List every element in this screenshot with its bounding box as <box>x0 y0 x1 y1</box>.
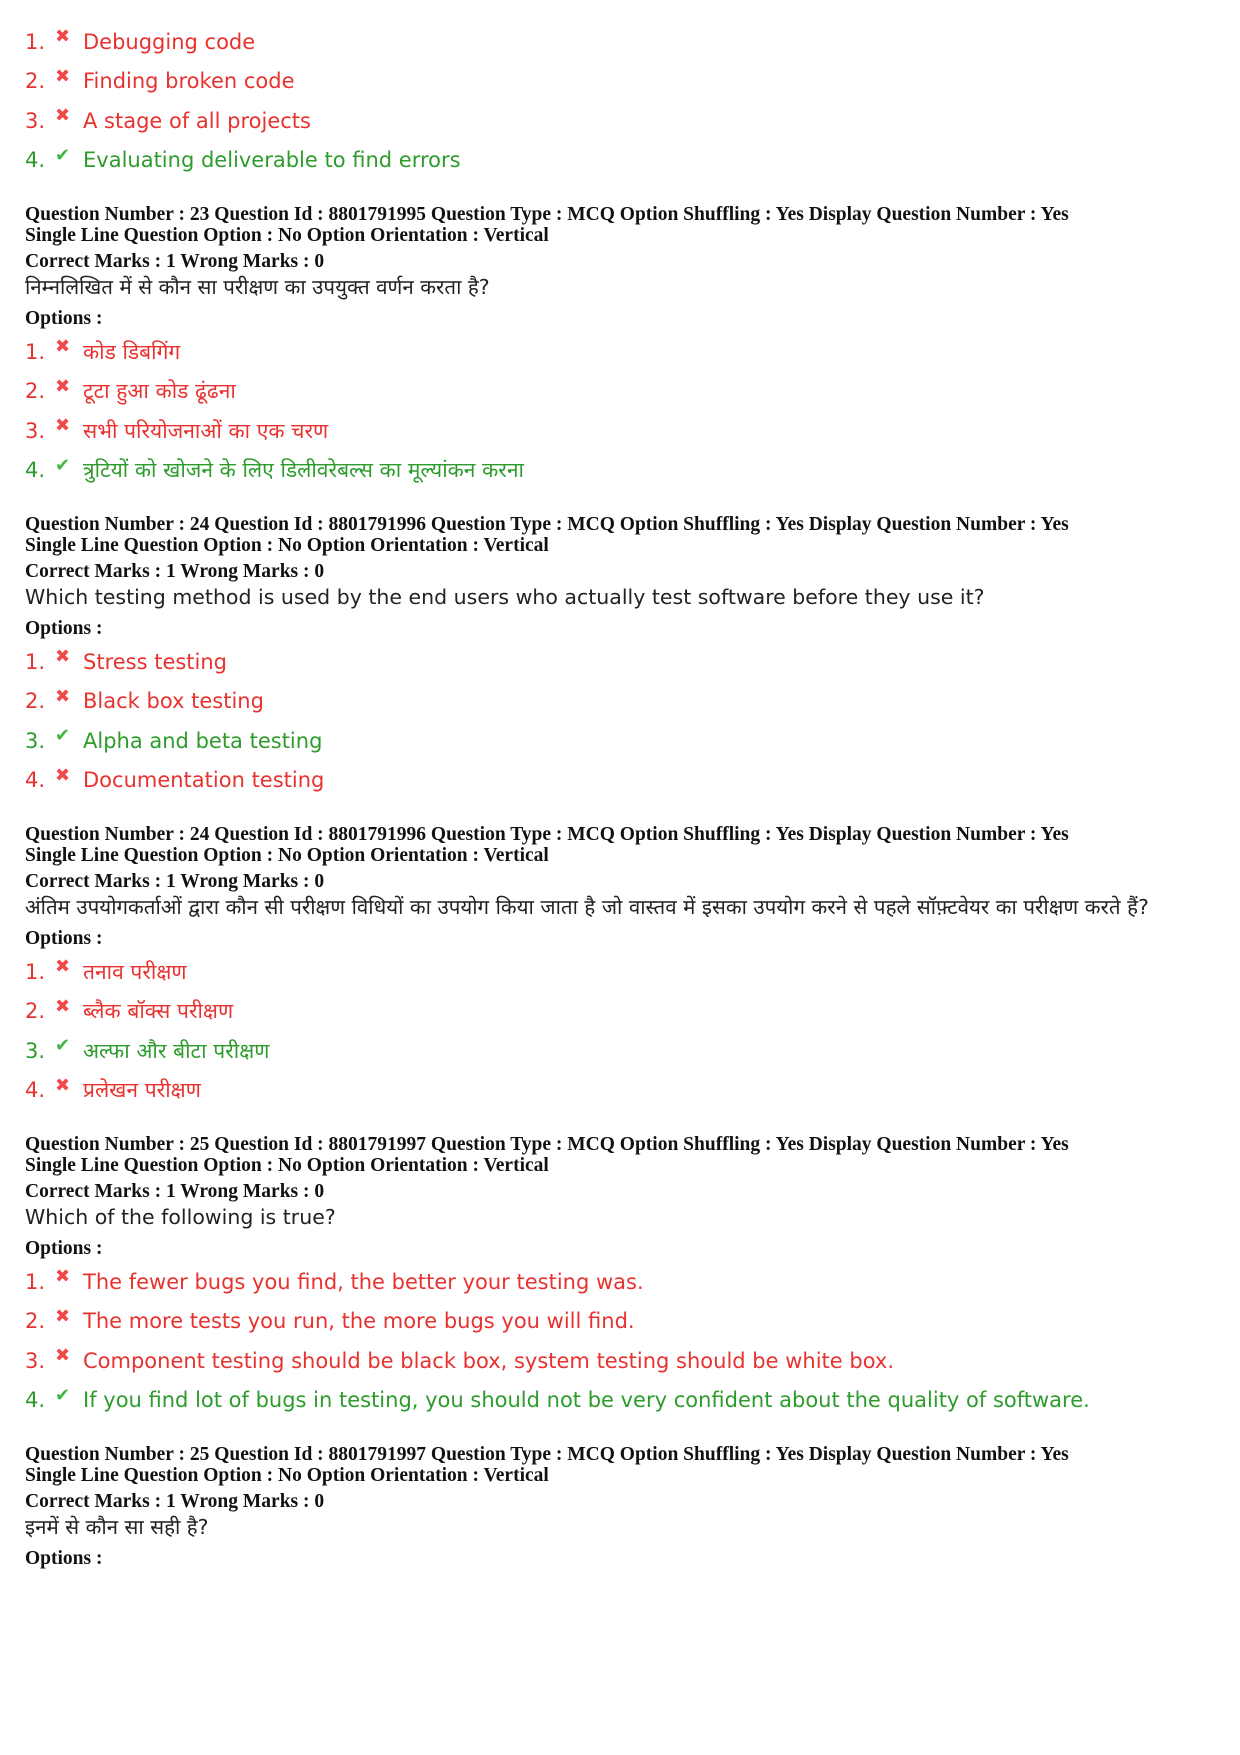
question-block <box>25 1444 1220 1570</box>
question-meta-line2: Single Line Question Option : No Option Orientation : Vertical <box>25 845 549 866</box>
question-block <box>25 1134 1220 1420</box>
option-number: 2. <box>25 1309 46 1334</box>
cross-icon: ✖ <box>55 65 71 87</box>
option-item <box>25 141 1220 181</box>
option-text: सभी परियोजनाओं का एक चरण <box>83 418 329 443</box>
exam-page <box>25 22 1220 1572</box>
cross-icon: ✖ <box>55 1345 71 1367</box>
question-marks: Correct Marks : 1 Wrong Marks : 0 <box>25 871 325 892</box>
question-text: Which of the following is true? <box>25 1205 336 1229</box>
question-marks: Correct Marks : 1 Wrong Marks : 0 <box>25 251 325 272</box>
cross-icon: ✖ <box>55 995 71 1017</box>
option-text: त्रुटियों को खोजने के लिए डिलीवरेबल्स का मूल्यांकन करना <box>83 458 524 483</box>
option-number: 4. <box>25 768 46 793</box>
option-number: 3. <box>25 728 46 753</box>
option-item <box>25 22 1220 62</box>
option-text: कोड डिबगिंग <box>83 339 181 364</box>
option-number: 3. <box>25 1038 46 1063</box>
option-number: 4. <box>25 458 46 483</box>
option-item <box>25 721 1220 761</box>
cross-icon: ✖ <box>55 685 71 707</box>
option-item <box>25 372 1220 412</box>
option-number: 3. <box>25 108 46 133</box>
option-text: तनाव परीक्षण <box>83 959 187 984</box>
question-meta-line1: Question Number : 25 Question Id : 8801791997 Question Type : MCQ Option Shuffling : Yes Display Question Number : Yes <box>25 1444 1069 1465</box>
question-block <box>25 204 1220 490</box>
option-item <box>25 1262 1220 1302</box>
cross-icon: ✖ <box>55 336 71 358</box>
option-item <box>25 1071 1220 1111</box>
options-label: Options : <box>25 1238 103 1259</box>
option-item <box>25 1302 1220 1342</box>
option-item <box>25 62 1220 102</box>
option-number: 2. <box>25 689 46 714</box>
option-item <box>25 952 1220 992</box>
option-number: 3. <box>25 418 46 443</box>
check-icon: ✔ <box>55 454 71 476</box>
option-number: 1. <box>25 1269 46 1294</box>
question-text: अंतिम उपयोगकर्ताओं द्वारा कौन सी परीक्षण विधियों का उपयोग किया जाता है जो वास्तव में इसका उपयोग करने से पहले सॉफ़्टवेयर का परीक्षण करते हैं? <box>25 895 1149 919</box>
options-label: Options : <box>25 1548 103 1569</box>
option-number: 4. <box>25 1078 46 1103</box>
option-text: ब्लैक बॉक्स परीक्षण <box>83 999 234 1024</box>
option-text: Debugging code <box>83 29 256 54</box>
option-text: Finding broken code <box>83 69 295 94</box>
question-marks: Correct Marks : 1 Wrong Marks : 0 <box>25 1491 325 1512</box>
option-number: 4. <box>25 1388 46 1413</box>
question-meta-line2: Single Line Question Option : No Option Orientation : Vertical <box>25 535 549 556</box>
cross-icon: ✖ <box>55 1266 71 1288</box>
question-meta-line2: Single Line Question Option : No Option Orientation : Vertical <box>25 225 549 246</box>
options-label: Options : <box>25 618 103 639</box>
check-icon: ✔ <box>55 1035 71 1057</box>
option-text: अल्फा और बीटा परीक्षण <box>83 1038 270 1063</box>
option-item <box>25 1341 1220 1381</box>
cross-icon: ✖ <box>55 1074 71 1096</box>
option-text: टूटा हुआ कोड ढूंढना <box>83 379 236 404</box>
option-item <box>25 1031 1220 1071</box>
option-number: 3. <box>25 1348 46 1373</box>
option-text: If you find lot of bugs in testing, you should not be very confident about the quality of software. <box>83 1388 1090 1413</box>
check-icon: ✔ <box>55 725 71 747</box>
option-item <box>25 642 1220 682</box>
option-text: The fewer bugs you find, the better your testing was. <box>83 1269 644 1294</box>
option-number: 1. <box>25 29 46 54</box>
option-number: 1. <box>25 339 46 364</box>
option-text: Evaluating deliverable to find errors <box>83 148 461 173</box>
cross-icon: ✖ <box>55 764 71 786</box>
question-list <box>25 204 1220 1570</box>
cross-icon: ✖ <box>55 956 71 978</box>
question-block <box>25 514 1220 800</box>
cross-icon: ✖ <box>55 26 71 48</box>
question-meta-line2: Single Line Question Option : No Option Orientation : Vertical <box>25 1155 549 1176</box>
options-label: Options : <box>25 308 103 329</box>
question-text: इनमें से कौन सा सही है? <box>25 1515 209 1539</box>
question-text: Which testing method is used by the end users who actually test software before they use it? <box>25 585 985 609</box>
question-marks: Correct Marks : 1 Wrong Marks : 0 <box>25 1181 325 1202</box>
check-icon: ✔ <box>55 1384 71 1406</box>
option-item <box>25 992 1220 1032</box>
question-meta-line1: Question Number : 24 Question Id : 8801791996 Question Type : MCQ Option Shuffling : Yes Display Question Number : Yes <box>25 514 1069 535</box>
option-number: 1. <box>25 649 46 674</box>
continued-options <box>25 22 1220 180</box>
option-number: 1. <box>25 959 46 984</box>
check-icon: ✔ <box>55 144 71 166</box>
cross-icon: ✖ <box>55 415 71 437</box>
option-text: The more tests you run, the more bugs you will find. <box>83 1309 635 1334</box>
option-item <box>25 101 1220 141</box>
option-text: प्रलेखन परीक्षण <box>83 1078 201 1103</box>
option-text: Documentation testing <box>83 768 325 793</box>
option-number: 2. <box>25 69 46 94</box>
option-number: 2. <box>25 379 46 404</box>
option-item <box>25 411 1220 451</box>
cross-icon: ✖ <box>55 646 71 668</box>
option-text: Black box testing <box>83 689 264 714</box>
option-item <box>25 682 1220 722</box>
option-text: A stage of all projects <box>83 108 311 133</box>
question-meta-line1: Question Number : 23 Question Id : 8801791995 Question Type : MCQ Option Shuffling : Yes Display Question Number : Yes <box>25 204 1069 225</box>
question-text: निम्नलिखित में से कौन सा परीक्षण का उपयुक्त वर्णन करता है? <box>25 275 490 299</box>
question-block <box>25 824 1220 1110</box>
option-item <box>25 761 1220 801</box>
option-item <box>25 332 1220 372</box>
question-meta-line2: Single Line Question Option : No Option Orientation : Vertical <box>25 1465 549 1486</box>
cross-icon: ✖ <box>55 105 71 127</box>
question-marks: Correct Marks : 1 Wrong Marks : 0 <box>25 561 325 582</box>
question-meta-line1: Question Number : 24 Question Id : 8801791996 Question Type : MCQ Option Shuffling : Yes Display Question Number : Yes <box>25 824 1069 845</box>
option-item <box>25 1381 1220 1421</box>
option-text: Component testing should be black box, system testing should be white box. <box>83 1348 895 1373</box>
option-text: Alpha and beta testing <box>83 728 323 753</box>
cross-icon: ✖ <box>55 375 71 397</box>
option-item <box>25 451 1220 491</box>
question-meta-line1: Question Number : 25 Question Id : 8801791997 Question Type : MCQ Option Shuffling : Yes Display Question Number : Yes <box>25 1134 1069 1155</box>
options-label: Options : <box>25 928 103 949</box>
cross-icon: ✖ <box>55 1305 71 1327</box>
option-number: 2. <box>25 999 46 1024</box>
option-text: Stress testing <box>83 649 228 674</box>
option-number: 4. <box>25 148 46 173</box>
